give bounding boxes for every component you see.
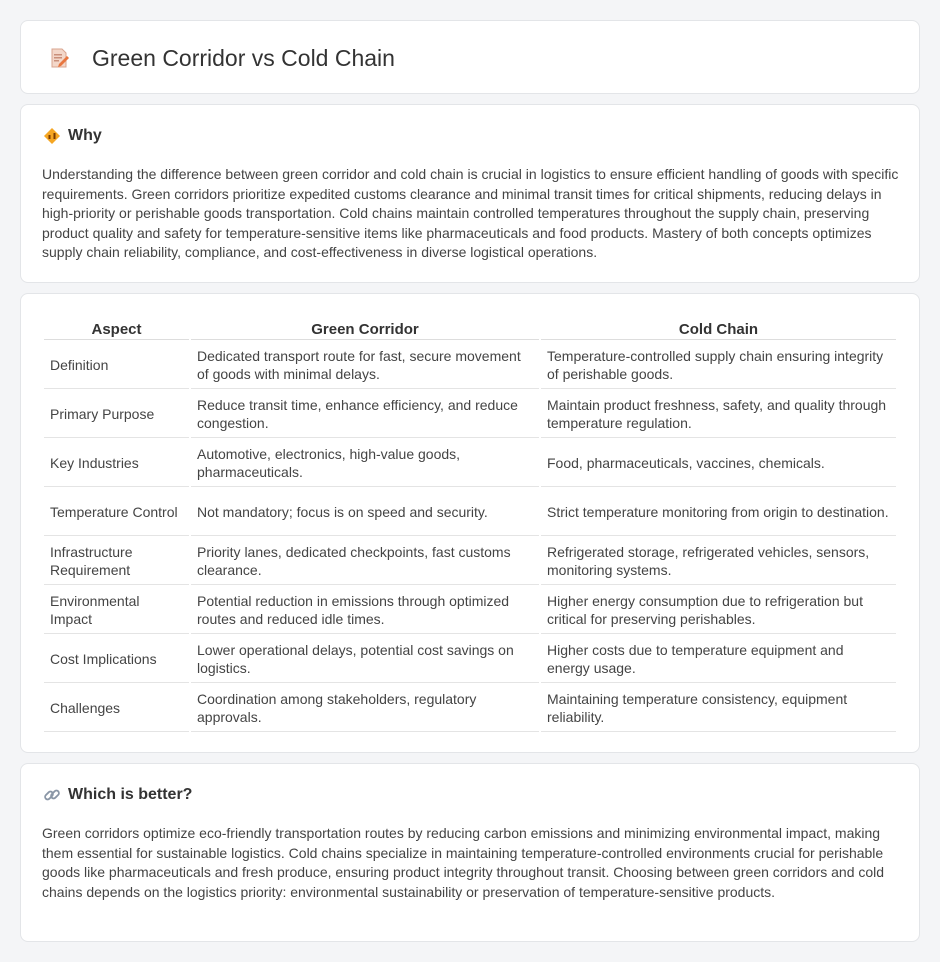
why-section — [20, 104, 920, 283]
table-row — [44, 538, 896, 585]
link-icon — [43, 786, 61, 804]
aspect-cell: Challenges — [44, 685, 189, 732]
table-header-row — [44, 320, 896, 340]
page-title: Green Corridor vs Cold Chain — [92, 45, 395, 71]
table-row — [44, 440, 896, 487]
why-text: Understanding the difference between green corridor and cold chain is crucial in logistics to ensure efficient handling of goods with specific requirements. Green corridors prioritize expedited customs clearance and minimal transit times for critical shipments, reducing delays in high-priority or perishable goods transportation. Cold chains maintain controlled temperatures throughout the supply chain, preserving product quality and safety for temperature-sensitive items like pharmaceuticals and food products. Mastery of both concepts optimizes supply chain reliability, compliance, and cost-effectiveness in diverse logistical operations. — [42, 166, 899, 261]
table-row — [44, 685, 896, 732]
cold-chain-cell: Higher energy consumption due to refrigeration but critical for preserving perishables. — [541, 587, 896, 634]
aspect-cell: Key Industries — [44, 440, 189, 487]
table-row — [44, 391, 896, 438]
green-corridor-cell: Priority lanes, dedicated checkpoints, fast customs clearance. — [191, 538, 539, 585]
better-title: Which is better? — [68, 786, 193, 803]
green-corridor-cell: Potential reduction in emissions through optimized routes and reduced idle times. — [191, 587, 539, 634]
cold-chain-cell: Refrigerated storage, refrigerated vehicles, sensors, monitoring systems. — [541, 538, 896, 585]
comparison-table — [42, 318, 898, 734]
table-row — [44, 342, 896, 389]
why-heading — [43, 127, 102, 145]
green-corridor-cell: Dedicated transport route for fast, secure movement of goods with minimal delays. — [191, 342, 539, 389]
cold-chain-cell: Temperature-controlled supply chain ensuring integrity of perishable goods. — [541, 342, 896, 389]
table-row — [44, 587, 896, 634]
document-edit-icon — [48, 47, 70, 69]
table-row — [44, 489, 896, 536]
diamond-signs-icon — [43, 127, 61, 145]
table-row — [44, 636, 896, 683]
aspect-cell: Temperature Control — [44, 489, 189, 536]
better-text: Green corridors optimize eco-friendly transportation routes by reducing carbon emissions and minimizing environmental impact, making them essential for sustainable logistics. Cold chains specialize in maintaining temperature-controlled environments crucial for perishable goods like pharmaceuticals and fresh produce, ensuring product integrity throughout transit. Choosing between green corridors and cold chains depends on the logistics priority: environmental sustainability or preservation of temperature-sensitive products. — [42, 825, 885, 900]
cold-chain-cell: Food, pharmaceuticals, vaccines, chemicals. — [541, 440, 896, 487]
aspect-cell: Infrastructure Requirement — [44, 538, 189, 585]
why-title: Why — [68, 127, 102, 144]
green-corridor-cell: Lower operational delays, potential cost savings on logistics. — [191, 636, 539, 683]
header-green-corridor: Green Corridor — [191, 320, 539, 340]
green-corridor-cell: Automotive, electronics, high-value goods, pharmaceuticals. — [191, 440, 539, 487]
header-card — [20, 20, 920, 94]
aspect-cell: Primary Purpose — [44, 391, 189, 438]
green-corridor-cell: Reduce transit time, enhance efficiency, and reduce congestion. — [191, 391, 539, 438]
cold-chain-cell: Maintain product freshness, safety, and quality through temperature regulation. — [541, 391, 896, 438]
aspect-cell: Definition — [44, 342, 189, 389]
cold-chain-cell: Maintaining temperature consistency, equipment reliability. — [541, 685, 896, 732]
header-cold-chain: Cold Chain — [541, 320, 896, 340]
green-corridor-cell: Not mandatory; focus is on speed and security. — [191, 489, 539, 536]
aspect-cell: Environmental Impact — [44, 587, 189, 634]
green-corridor-cell: Coordination among stakeholders, regulatory approvals. — [191, 685, 539, 732]
aspect-cell: Cost Implications — [44, 636, 189, 683]
which-is-better-section — [20, 763, 920, 942]
better-heading — [43, 786, 192, 804]
cold-chain-cell: Strict temperature monitoring from origin to destination. — [541, 489, 896, 536]
comparison-table-card — [20, 293, 920, 753]
cold-chain-cell: Higher costs due to temperature equipment and energy usage. — [541, 636, 896, 683]
header-aspect: Aspect — [44, 320, 189, 340]
